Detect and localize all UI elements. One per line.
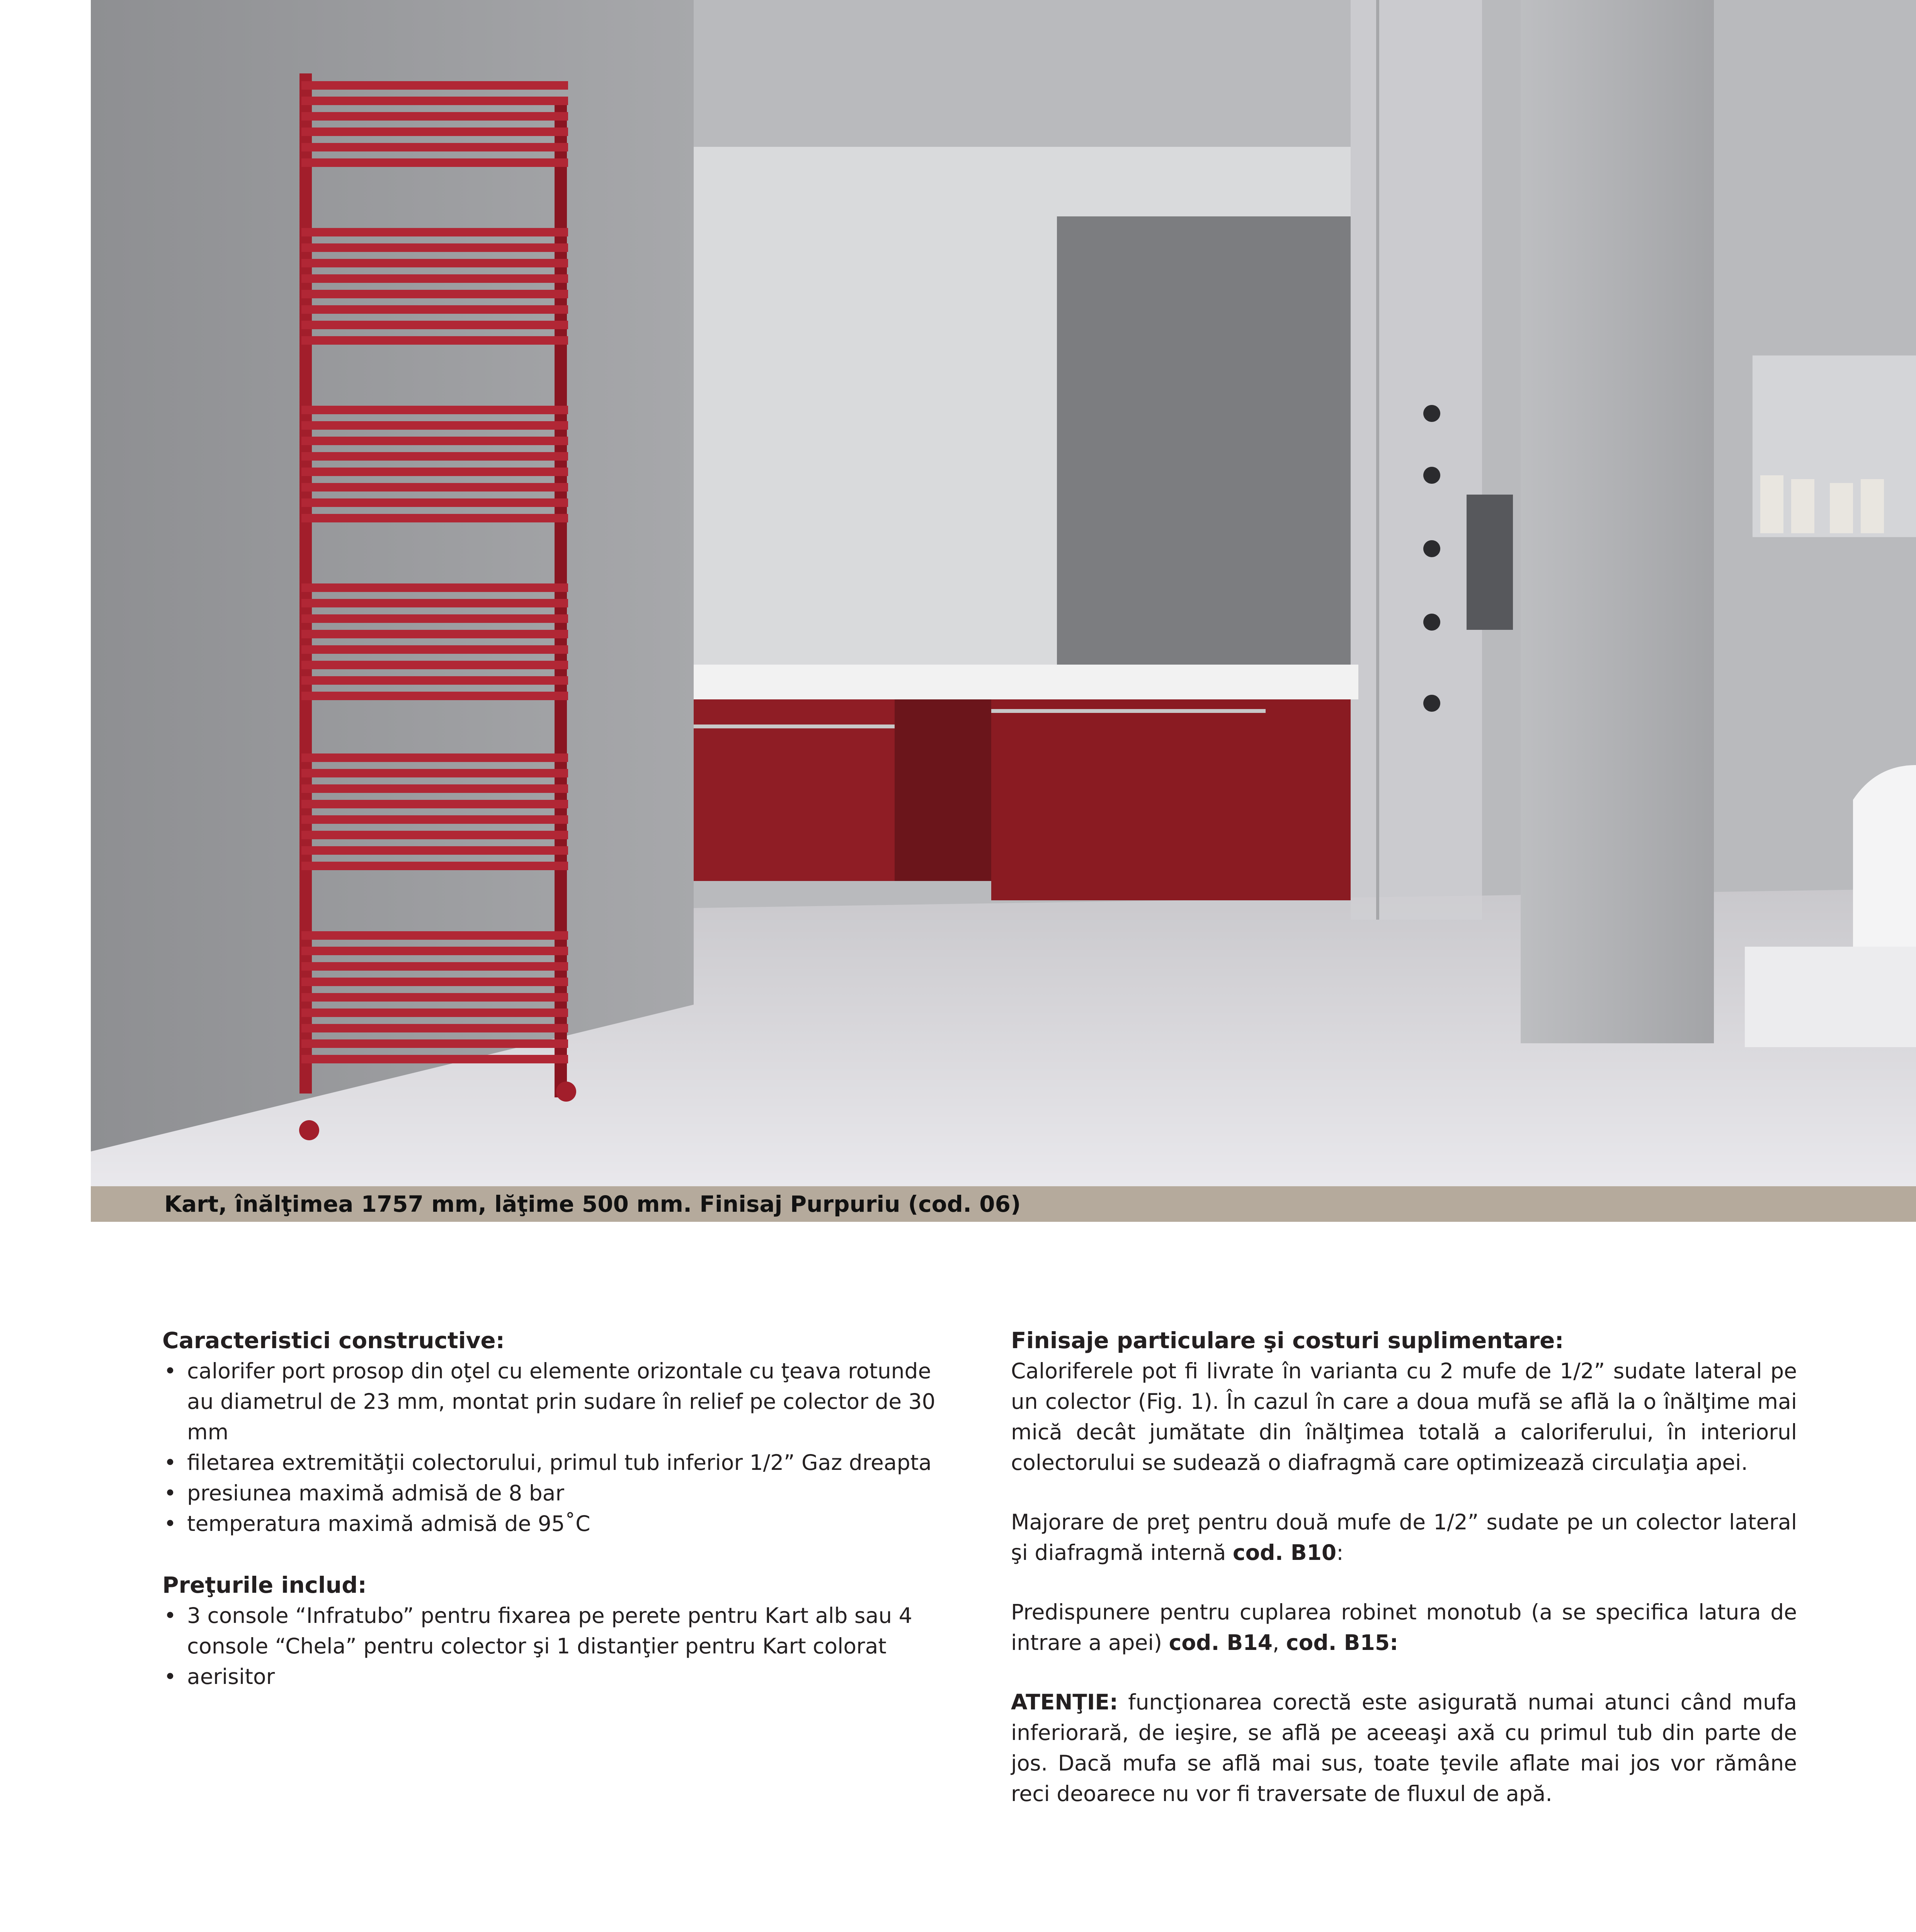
list-item: • temperatura maximă admisă de 95˚C <box>162 1509 951 1539</box>
list-item: • presiunea maximă admisă de 8 bar <box>162 1478 951 1509</box>
surcharge-suffix: : <box>1336 1540 1344 1565</box>
finishes-heading: Finisaje particulare şi costuri suplimentare: <box>1011 1327 1564 1354</box>
list-item: • calorifer port prosop din oţel cu elemente orizontale cu ţeava rotunde au diametrul de 23 mm, montat prin sudare în relief pe colector de 30 mm <box>162 1356 951 1447</box>
list-item: • aerisitor <box>162 1662 951 1692</box>
surcharge-text: Majorare de preţ pentru două mufe de 1/2” sudate pe un colector lateral şi diafragmă internă <box>1011 1510 1797 1565</box>
bathroom-illustration <box>91 0 1916 1186</box>
warning-label: ATENŢIE: <box>1011 1690 1118 1714</box>
monotube-separator: , <box>1272 1630 1280 1655</box>
construction-list <box>162 1356 951 1539</box>
hero-photo <box>91 0 1916 1186</box>
monotube-text: Predispunere pentru cuplarea robinet monotub (a se specifica latura de intrare a apei) <box>1011 1600 1797 1655</box>
prices-heading: Preţurile includ: <box>162 1572 367 1598</box>
hero-caption: Kart, înălţimea 1757 mm, lăţime 500 mm. Finisaj Purpuriu (cod. 06) <box>91 1186 1916 1222</box>
monotube-code-b15: cod. B15: <box>1286 1630 1399 1655</box>
warning-text: funcţionarea corectă este asigurată numai atunci când mufa inferiorară, de ieşire, se află pe aceeaşi axă cu primul tub din parte de jos. Dacă mufa se află mai sus, toate ţevile aflate mai jos vor rămâne reci deoarece nu vor fi traversate de fluxul de apă. <box>1011 1690 1797 1806</box>
prices-list <box>162 1600 951 1692</box>
finishes-paragraph: Caloriferele pot fi livrate în varianta cu 2 mufe de 1/2” sudate lateral pe un colector (Fig. 1). În cazul în care a doua mufă se află la o înălţime mai mică decât jumătate din înălţimea totală a caloriferului, în interiorul colectorului se sudează o diafragmă care optimizează circulaţia apei. <box>1011 1359 1797 1475</box>
construction-heading: Caracteristici constructive: <box>162 1327 505 1354</box>
left-column <box>162 1325 951 1692</box>
monotube-paragraph <box>1011 1597 1797 1658</box>
radiator-illustration <box>299 73 576 1140</box>
warning-paragraph <box>1011 1687 1797 1809</box>
surcharge-code: cod. B10 <box>1232 1540 1337 1565</box>
surcharge-paragraph <box>1011 1507 1797 1568</box>
right-column <box>1011 1325 1797 1809</box>
monotube-code-b14: cod. B14 <box>1169 1630 1273 1655</box>
list-item: • 3 console “Infratubo” pentru fixarea pe perete pentru Kart alb sau 4 console “Chela” pentru colector şi 1 distanţier pentru Kart colorat <box>162 1600 951 1662</box>
list-item: • filetarea extremităţii colectorului, primul tub inferior 1/2” Gaz dreapta <box>162 1447 951 1478</box>
